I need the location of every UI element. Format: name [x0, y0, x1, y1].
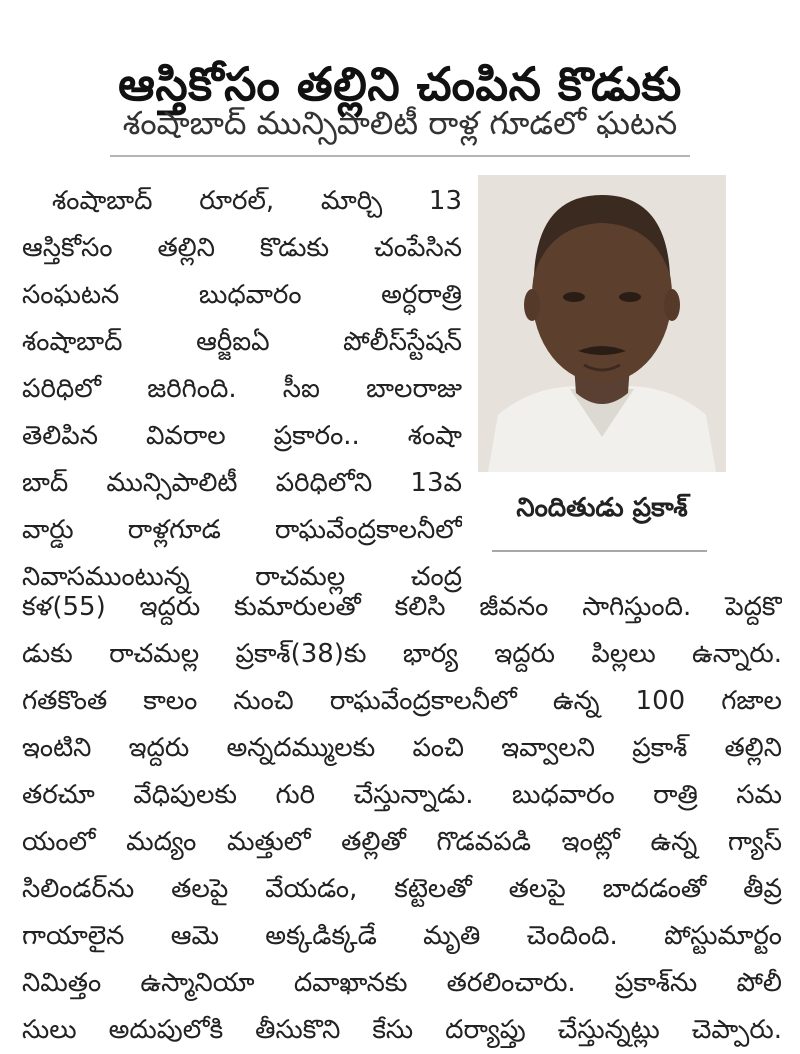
article-body-narrow	[22, 178, 462, 601]
body-line: సంఘటన బుధవారం అర్ధరాత్రి	[22, 280, 462, 310]
body-line: శంషాబాద్ రూరల్, మార్చి 13	[52, 186, 462, 216]
body-line: డుకు రాచమల్ల ప్రకాశ్(38)కు భార్య ఇద్దరు పిల్లలు ఉన్నారు.	[22, 639, 782, 669]
body-line: గతకొంత కాలం నుంచి రాఘవేంద్రకాలనీలో ఉన్న 100 గజాల	[22, 686, 782, 716]
subheadline: శంషాబాద్ మున్సిపాలిటీ రాళ్ల గూడలో ఘటన	[122, 104, 678, 142]
headline: ఆస్తికోసం తల్లిని చంపిన కొడుకు	[118, 56, 682, 111]
body-line: యంలో మద్యం మత్తులో తల్లితో గొడవపడి ఇంట్లో ఉన్న గ్యాస్	[22, 827, 782, 857]
photo-caption: నిందితుడు ప్రకాశ్	[516, 493, 688, 523]
article-body-wide	[22, 584, 782, 1054]
body-line: నిమిత్తం ఉస్మానియా దవాఖానకు తరలించారు. ప్రకాశ్‌ను పోలీ	[22, 968, 782, 998]
caption-divider	[492, 550, 707, 552]
body-line: కళ(55) ఇద్దరు కుమారులతో కలిసి జీవనం సాగిస్తుంది. పెద్దకొ	[22, 592, 782, 622]
body-line: వార్డు రాళ్లగూడ రాఘవేంద్రకాలనీలో	[22, 515, 462, 545]
body-line: ఆస్తికోసం తల్లిని కొడుకు చంపేసిన	[22, 233, 462, 263]
body-line: నివాసముంటున్న రాచమల్ల చంద్ర	[22, 562, 462, 592]
accused-photo	[478, 175, 726, 472]
body-line: గాయాలైన ఆమె అక్కడిక్కడే మృతి చెందింది. పోస్టుమార్టం	[22, 921, 782, 951]
body-line: పరిధిలో జరిగింది. సీఐ బాలరాజు	[22, 374, 462, 404]
body-line: సులు అదుపులోకి తీసుకొని కేసు దర్యాప్తు చేస్తున్నట్లు చెప్పారు.	[22, 1015, 782, 1045]
body-line: శంషాబాద్ ఆర్జీఐఏ పోలీస్‌స్టేషన్	[22, 327, 462, 357]
person-photo-icon	[478, 175, 726, 472]
body-line: తెలిపిన వివరాల ప్రకారం.. శంషా	[22, 421, 462, 451]
body-line: బాద్ మున్సిపాలిటీ పరిధిలోని 13వ	[22, 468, 462, 498]
body-line: ఇంటిని ఇద్దరు అన్నదమ్ములకు పంచి ఇవ్వాలని ప్రకాశ్ తల్లిని	[22, 733, 782, 763]
headline-divider	[110, 155, 690, 157]
body-line: తరచూ వేధిపులకు గురి చేస్తున్నాడు. బుధవారం రాత్రి సమ	[22, 780, 782, 810]
body-line: సిలిండర్‌ను తలపై వేయడం, కట్టెలతో తలపై బాదడంతో తీవ్ర	[22, 874, 782, 904]
